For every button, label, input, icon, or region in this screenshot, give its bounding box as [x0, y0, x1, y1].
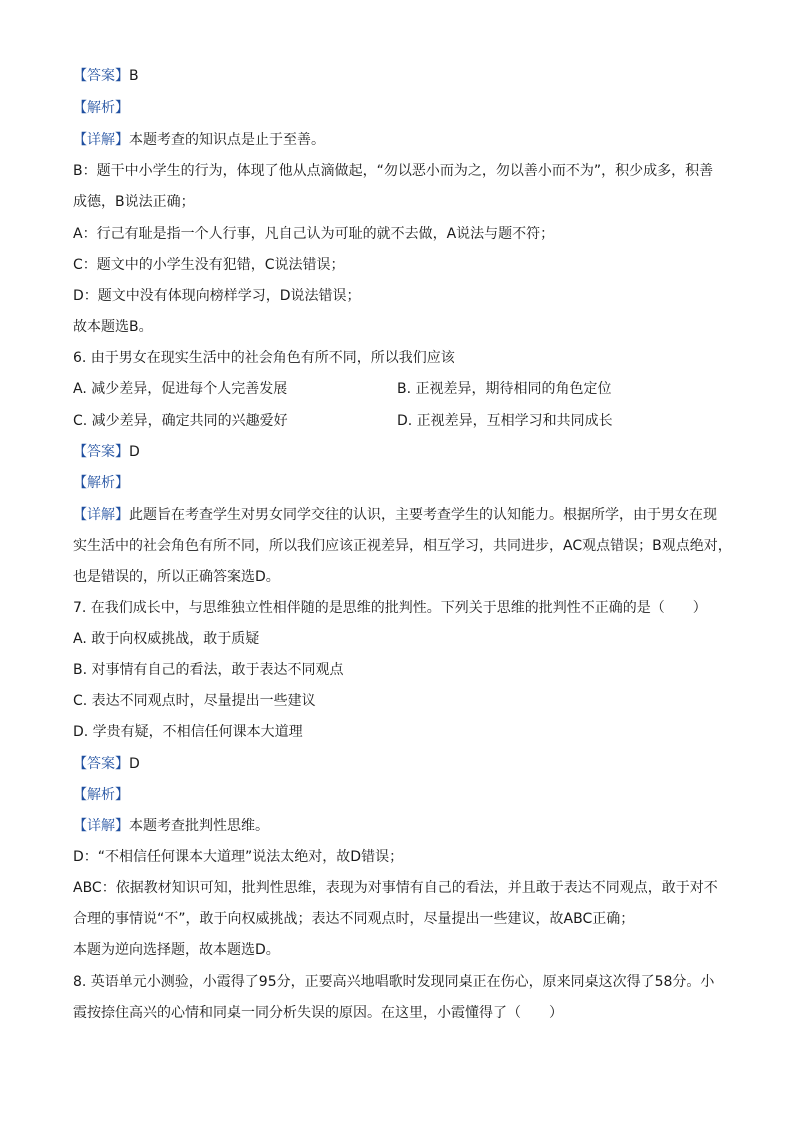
q7-detail: [73, 816, 269, 836]
q8-stem-line2: 霞按捺住高兴的心情和同桌一同分析失误的原因。在这里，小霞懂得了（ ）: [73, 1005, 563, 1021]
q5-conclusion: 故本题选B。: [73, 319, 153, 335]
q6-stem: 6. 由于男女在现实生活中的社会角色有所不同，所以我们应该: [73, 350, 455, 366]
detail-tag: 【详解】: [73, 507, 129, 523]
q5-answer: [73, 66, 139, 86]
q7-conclusion: 本题为逆向选择题，故本题选D。: [73, 942, 280, 958]
q5-a-line: A：行己有耻是指一个人行事，凡自己认为可耻的就不去做，A说法与题不符；: [73, 226, 555, 242]
q6-option-d: D. 正视差异，互相学习和共同成长: [397, 413, 613, 429]
q7-d-line: D：“不相信任何课本大道理”说法太绝对，故D错误；: [73, 849, 404, 865]
q5-b-line2: 成德，B说法正确；: [73, 194, 195, 210]
q6-detail-line2: 实生活中的社会角色有所不同，所以我们应该正视差异，相互学习，共同进步，AC观点错误；B观点绝对，: [73, 538, 732, 554]
q7-stem: 7. 在我们成长中，与思维独立性相伴随的是思维的批判性。下列关于思维的批判性不正确的是（ ）: [73, 600, 707, 616]
q8-stem-line1: 8. 英语单元小测验，小霞得了95分，正要高兴地唱歌时发现同桌正在伤心，原来同桌这次得了58分。小: [73, 974, 715, 990]
q6-analysis-tag: 【解析】: [73, 475, 129, 491]
q7-abc-line1: ABC：依据教材知识可知，批判性思维，表现为对事情有自己的看法，并且敢于表达不同观点，敢于对不: [73, 880, 718, 896]
q6-option-a: A. 减少差异，促进每个人完善发展: [73, 381, 288, 397]
q6-detail-line3: 也是错误的，所以正确答案选D。: [73, 569, 280, 585]
detail-tag: 【详解】: [73, 132, 129, 148]
q5-b-line1: B：题干中小学生的行为，体现了他从点滴做起，“勿以恶小而为之，勿以善小而不为”，积少成多，积善: [73, 163, 714, 179]
q6-option-c: C. 减少差异，确定共同的兴趣爱好: [73, 413, 288, 429]
answer-value: D: [129, 444, 140, 460]
answer-tag: 【答案】: [73, 444, 129, 460]
q5-d-line: D：题文中没有体现向榜样学习，D说法错误；: [73, 288, 361, 304]
q7-analysis-tag: 【解析】: [73, 787, 129, 803]
detail-text: 此题旨在考查学生对男女同学交往的认识，主要考查学生的认知能力。根据所学，由于男女在现: [129, 507, 717, 523]
answer-value: B: [129, 68, 139, 84]
q5-detail: [73, 130, 325, 150]
answer-tag: 【答案】: [73, 756, 129, 772]
q6-detail-line1: [73, 505, 717, 525]
q7-option-d: D. 学贵有疑，不相信任何课本大道理: [73, 724, 303, 740]
q7-option-a: A. 敢于向权威挑战，敢于质疑: [73, 631, 260, 647]
q6-answer: [73, 442, 140, 462]
q7-answer: [73, 754, 140, 774]
detail-text: 本题考查的知识点是止于至善。: [129, 132, 325, 148]
answer-value: D: [129, 756, 140, 772]
q5-c-line: C：题文中的小学生没有犯错，C说法错误；: [73, 257, 345, 273]
q7-abc-line2: 合理的事情说“不”，敢于向权威挑战；表达不同观点时，尽量提出一些建议，故ABC正确；: [73, 911, 635, 927]
q7-option-c: C. 表达不同观点时，尽量提出一些建议: [73, 693, 316, 709]
answer-tag: 【答案】: [73, 68, 129, 84]
q6-option-b: B. 正视差异，期待相同的角色定位: [397, 381, 612, 397]
detail-tag: 【详解】: [73, 818, 129, 834]
q7-option-b: B. 对事情有自己的看法，敢于表达不同观点: [73, 662, 344, 678]
detail-text: 本题考查批判性思维。: [129, 818, 269, 834]
q5-analysis-tag: 【解析】: [73, 100, 129, 116]
